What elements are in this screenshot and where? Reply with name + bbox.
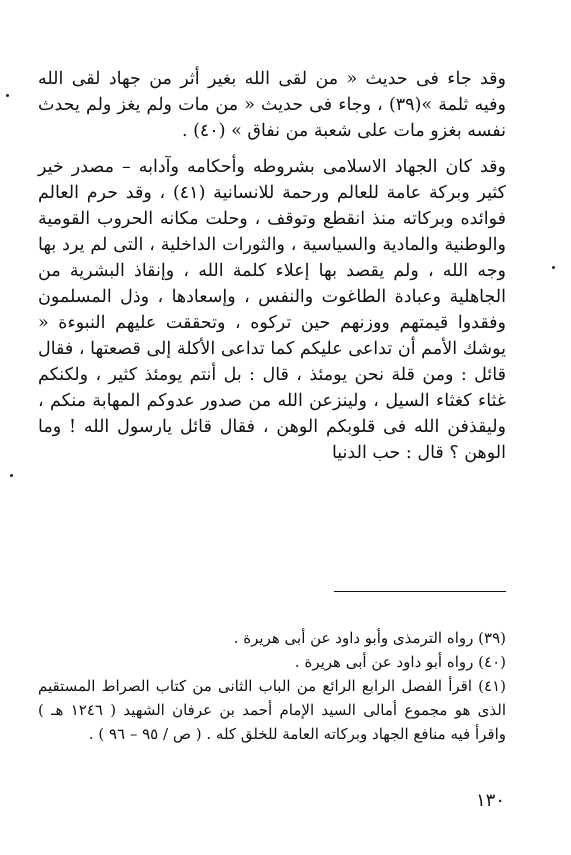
- paragraph-2: وقد كان الجهاد الاسلامى بشروطه وأحكامه وآدابه – مصدر خير كثير وبركة عامة للعالم ورحمة للانسانية (٤١) ، وقد حرم العالم فوائده وبركاته منذ انقطع وتوقف ، وحلت مكانه الحروب القومية والوطنية والمادية والسياسية ، والثورات الداخلية ، التى لم يرد بها وجه الله ، ولم يقصد بها إعلاء كلمة الله ، وإنقاذ البشرية من الجاهلية وعبادة الطاغوت والنفس ، وإسعادها ، وذل المسلمون وفقدوا قيمتهم ووزنهم حين تركوه ، وتحققت عليهم النبوءة « يوشك الأمم أن تداعى عليكم كما تداعى الأكلة إلى قصعتها ، فقال قائل : ومن قلة نحن يومئذ ، قال : بل أنتم يومئذ كثير ، ولكنكم غثاء كغثاء السيل ، ولينزعن الله من صدور عدوكم المهابة منكم ، وليقذفن الله فى قلوبكم الوهن ، فقال قائل يارسول الله ! وما الوهن ؟ قال : حب الدنيا: [38, 157, 506, 463]
- footnotes: [38, 626, 506, 746]
- footnote-40: (٤٠) رواه أبو داود عن أبى هريرة .: [294, 653, 506, 671]
- scan-speck: [552, 266, 555, 269]
- footnote-39: (٣٩) رواه الترمذى وأبو داود عن أبى هريرة .: [233, 629, 506, 647]
- scan-speck: [10, 474, 13, 477]
- paragraph-1: وقد جاء فى حديث « من لقى الله بغير أثر من جهاد لقى الله وفيه ثلمة »(٣٩) ، وجاء فى حديث « من مات ولم يغز ولم يحدث نفسه بغزو مات على شعبة من نفاق » (٤٠) .: [38, 69, 506, 141]
- footnote-41: (٤١) اقرأ الفصل الرابع الرائع من الباب الثانى من كتاب الصراط المستقيم الذى هو مجموع أمالى السيد الإمام أحمد بن عرفان الشهيد ( ١٢٤٦ هـ ) واقرأ فيه منافع الجهاد وبركاته العامة للخلق كله . ( ص / ٩٥ – ٩٦ ) .: [38, 677, 507, 743]
- main-body-text: [38, 66, 506, 466]
- page-number: ١٣٠: [475, 790, 505, 811]
- scan-speck: [6, 94, 9, 97]
- footnote-separator: [334, 591, 506, 592]
